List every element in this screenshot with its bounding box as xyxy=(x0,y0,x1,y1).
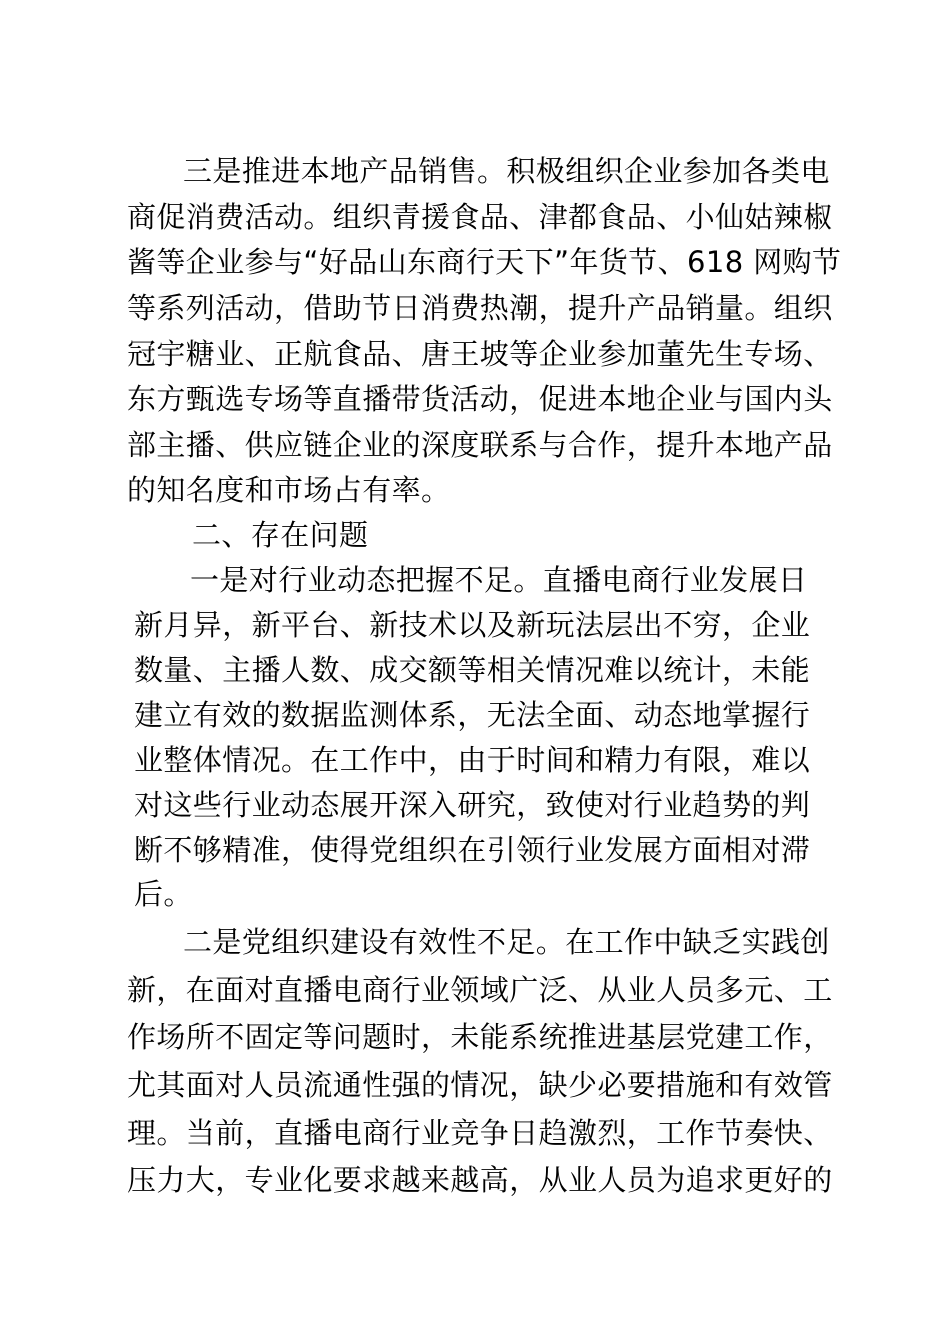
paragraph-1-line-8: 的知名度和市场占有率。 xyxy=(127,473,451,507)
paragraph-2-line-6: 对这些行业动态展开深入研究，致使对行业趋势的判 xyxy=(134,788,811,822)
paragraph-1-line-2: 商促消费活动。组织青援食品、津都食品、小仙姑辣椒 xyxy=(127,200,833,234)
paragraph-2-line-5: 业整体情况。在工作中，由于时间和精力有限，难以 xyxy=(134,743,811,777)
paragraph-2-line-8: 后。 xyxy=(134,877,193,911)
paragraph-2-line-7: 断不够精准，使得党组织在引领行业发展方面相对滞 xyxy=(134,833,811,867)
section-heading: 二、存在问题 xyxy=(192,518,369,552)
paragraph-3-line-1: 二是党组织建设有效性不足。在工作中缺乏实践创 xyxy=(183,925,830,959)
paragraph-1-line-1: 三是推进本地产品销售。积极组织企业参加各类电 xyxy=(183,154,830,188)
paragraph-3-line-2: 新，在面对直播电商行业领域广泛、从业人员多元、工 xyxy=(127,973,833,1007)
paragraph-1-line-7: 部主播、供应链企业的深度联系与合作，提升本地产品 xyxy=(127,428,833,462)
paragraph-1-line-4: 等系列活动，借助节日消费热潮，提升产品销量。组织 xyxy=(127,291,833,325)
paragraph-3-line-3: 作场所不固定等问题时，未能系统推进基层党建工作， xyxy=(127,1020,833,1054)
paragraph-1-line-3: 酱等企业参与“好品山东商行天下”年货节、618 网购节 xyxy=(127,245,842,279)
paragraph-3-line-6: 压力大，专业化要求越来越高，从业人员为追求更好的 xyxy=(127,1163,833,1197)
paragraph-1-line-5: 冠宇糖业、正航食品、唐王坡等企业参加董先生专场、 xyxy=(127,337,833,371)
paragraph-2-line-1: 一是对行业动态把握不足。直播电商行业发展日 xyxy=(190,563,808,597)
paragraph-2-line-3: 数量、主播人数、成交额等相关情况难以统计，未能 xyxy=(134,653,811,687)
paragraph-3-line-4: 尤其面对人员流通性强的情况，缺少必要措施和有效管 xyxy=(127,1068,833,1102)
paragraph-2-line-4: 建立有效的数据监测体系，无法全面、动态地掌握行 xyxy=(134,698,811,732)
paragraph-3-line-5: 理。当前，直播电商行业竞争日趋激烈，工作节奏快、 xyxy=(127,1116,833,1150)
paragraph-1-line-6: 东方甄选专场等直播带货活动，促进本地企业与国内头 xyxy=(127,382,833,416)
paragraph-2-line-2: 新月异，新平台、新技术以及新玩法层出不穷，企业 xyxy=(134,608,811,642)
